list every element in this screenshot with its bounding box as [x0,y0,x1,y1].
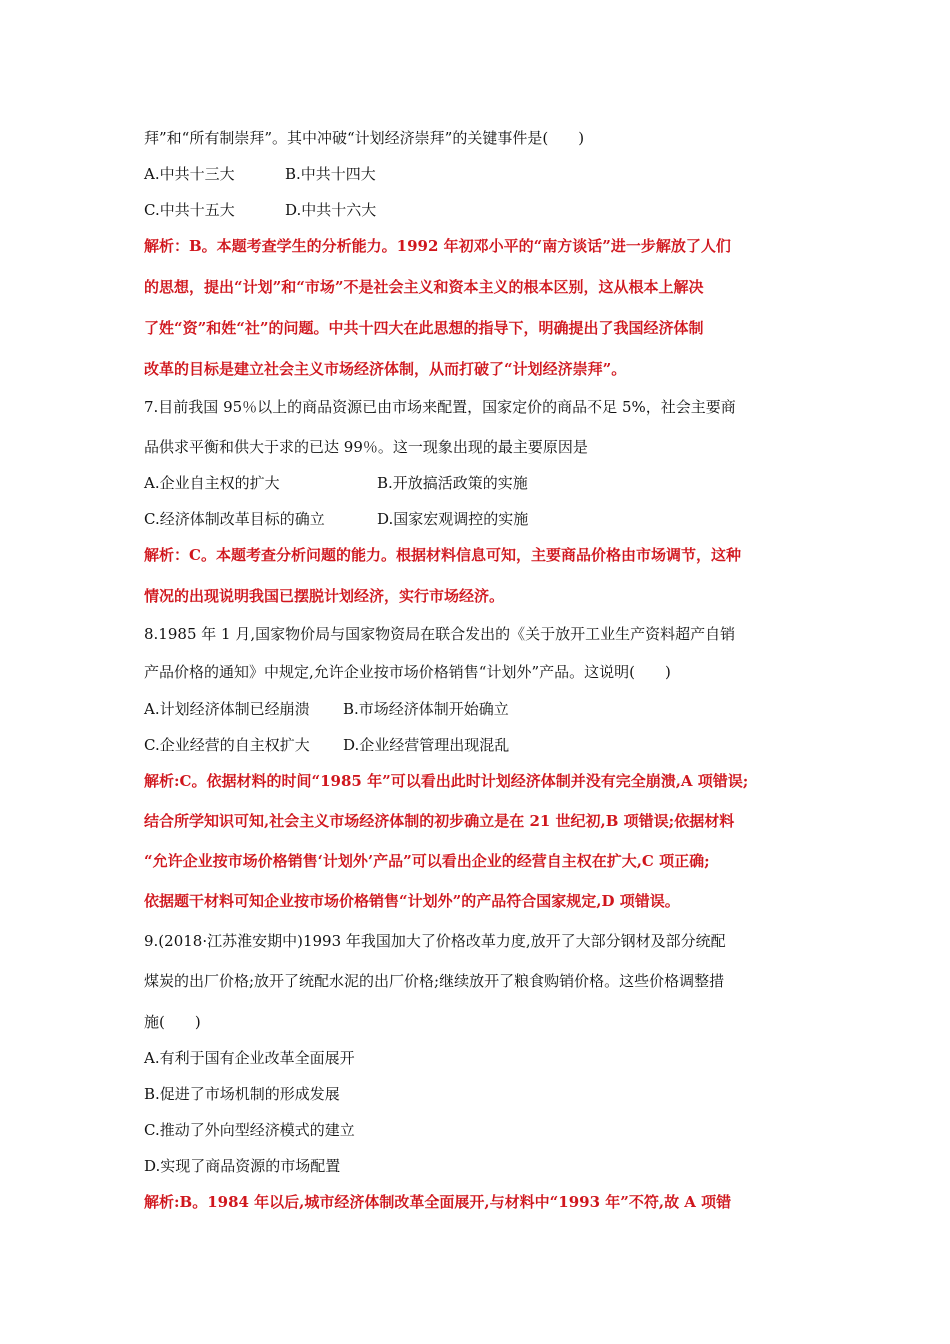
question-8-analysis-line1: 解析:C。依据材料的时间“1985 年”可以看出此时计划经济体制并没有完全崩溃,A 项错误; [144,772,749,790]
question-9-option-b: B.促进了市场机制的形成发展 [144,1085,340,1103]
question-9-option-d: D.实现了商品资源的市场配置 [144,1157,341,1175]
question-8-analysis-line2: 结合所学知识可知,社会主义市场经济体制的初步确立是在 21 世纪初,B 项错误;依据材料 [144,812,735,830]
question-9-stem-line1: 9.(2018·江苏淮安期中)1993 年我国加大了价格改革力度,放开了大部分钢材及部分统配 [144,932,726,950]
question-6-stem-end: 拜”和“所有制崇拜”。其中冲破“计划经济崇拜”的关键事件是( ) [144,129,585,147]
question-7-options-row1 [144,473,528,493]
question-7-analysis-line1: 解析：C。本题考查分析问题的能力。根据材料信息可知，主要商品价格由市场调节，这种 [144,546,741,564]
option-b: B.市场经济体制开始确立 [343,700,509,718]
question-7-stem-line1: 7.目前我国 95％以上的商品资源已由市场来配置，国家定价的商品不足 5%，社会主要商 [144,398,736,416]
option-d: D.企业经营管理出现混乱 [343,736,510,754]
option-d: D.国家宏观调控的实施 [377,510,529,528]
question-8-stem-line2: 产品价格的通知》中规定,允许企业按市场价格销售“计划外”产品。这说明( ) [144,663,671,681]
question-9-stem-line3: 施( ) [144,1013,201,1031]
question-8-stem-line1: 8.1985 年 1 月,国家物价局与国家物资局在联合发出的《关于放开工业生产资料超产自销 [144,625,736,643]
question-9-analysis-line1: 解析:B。1984 年以后,城市经济体制改革全面展开,与材料中“1993 年”不符,故 A 项错 [144,1193,732,1211]
question-8-analysis-line3: “允许企业按市场价格销售‘计划外’产品”可以看出企业的经营自主权在扩大,C 项正确; [144,852,710,870]
option-c: C.企业经营的自主权扩大 [144,736,310,754]
option-c: C.经济体制改革目标的确立 [144,510,325,528]
question-9-option-c: C.推动了外向型经济模式的建立 [144,1121,355,1139]
option-a: A.中共十三大 [144,165,235,183]
question-9-option-a: A.有利于国有企业改革全面展开 [144,1049,355,1067]
question-6-options-row2 [144,200,377,220]
option-c: C.中共十五大 [144,201,235,219]
question-6-options-row1 [144,164,376,184]
option-a: A.计划经济体制已经崩溃 [144,700,310,718]
question-8-analysis-line4: 依据题干材料可知企业按市场价格销售“计划外”的产品符合国家规定,D 项错误。 [144,892,680,910]
question-7-options-row2 [144,509,529,529]
option-d: D.中共十六大 [285,201,377,219]
question-6-analysis-line1: 解析：B。本题考查学生的分析能力。1992 年初邓小平的“南方谈话”进一步解放了人们 [144,237,731,255]
question-7-analysis-line2: 情况的出现说明我国已摆脱计划经济，实行市场经济。 [144,587,505,605]
question-9-stem-line2: 煤炭的出厂价格;放开了统配水泥的出厂价格;继续放开了粮食购销价格。这些价格调整措 [144,972,725,990]
option-a: A.企业自主权的扩大 [144,474,280,492]
question-6-analysis-line3: 了姓“资”和姓“社”的问题。中共十四大在此思想的指导下，明确提出了我国经济体制 [144,319,704,337]
option-b: B.中共十四大 [285,165,376,183]
question-8-options-row1 [144,699,509,719]
question-7-stem-line2: 品供求平衡和供大于求的已达 99％。这一现象出现的最主要原因是 [144,438,588,456]
question-6-analysis-line2: 的思想，提出“计划”和“市场”不是社会主义和资本主义的根本区别，这从根本上解决 [144,278,704,296]
question-6-analysis-line4: 改革的目标是建立社会主义市场经济体制，从而打破了“计划经济崇拜”。 [144,360,627,378]
option-b: B.开放搞活政策的实施 [377,474,528,492]
question-8-options-row2 [144,735,510,755]
